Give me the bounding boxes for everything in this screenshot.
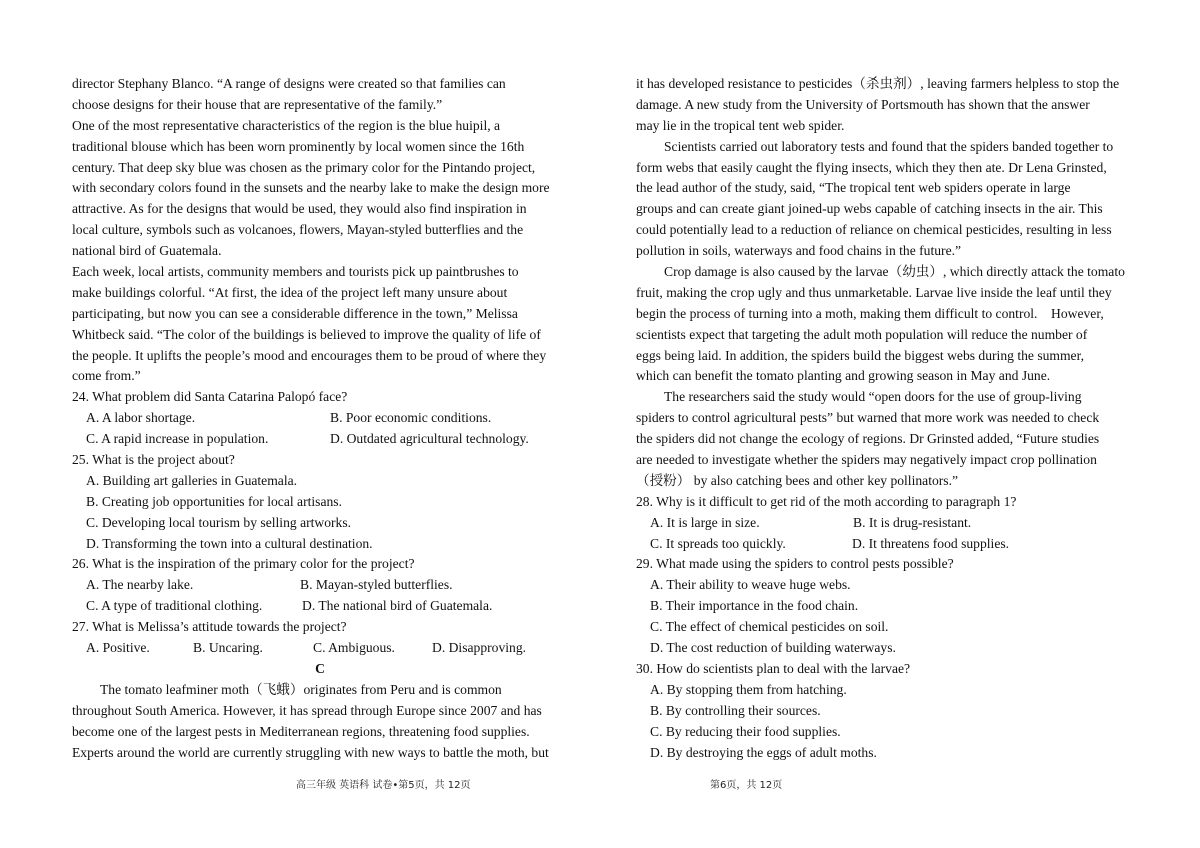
- text-line: the people. It uplifts the people’s mood and encourages them to be proud of where they: [72, 347, 547, 363]
- page-footer-left: 高三年级 英语科 试卷•第5页，共 12页: [296, 780, 471, 791]
- text-line: eggs being laid. In addition, the spiders build the biggest webs during the summer,: [636, 347, 1084, 363]
- text-line: Whitbeck said. “The color of the buildings is believed to improve the quality of life of: [72, 326, 541, 342]
- question-24-stem: 24. What problem did Santa Catarina Palopó face?: [72, 389, 348, 405]
- text-line: it has developed resistance to pesticides（杀虫剂）, leaving farmers helpless to stop the: [636, 76, 1120, 91]
- text-line: begin the process of turning into a moth, making them difficult to control. However,: [636, 305, 1104, 321]
- option-d: D. The national bird of Guatemala.: [302, 598, 493, 614]
- option-a: A. Positive.: [86, 640, 150, 656]
- option-a: A. By stopping them from hatching.: [650, 681, 847, 697]
- option-c: C. The effect of chemical pesticides on soil.: [650, 619, 889, 635]
- text-line: （授粉） by also catching bees and other key pollinators.”: [636, 472, 959, 488]
- text-line: throughout South America. However, it has spread through Europe since 2007 and has: [72, 702, 542, 718]
- page-footer-right: 第6页，共 12页: [710, 780, 783, 791]
- text-line: may lie in the tropical tent web spider.: [636, 117, 845, 133]
- text-line: Scientists carried out laboratory tests and found that the spiders banded together to: [664, 138, 1114, 154]
- text-line: scientists expect that targeting the adult moth population will reduce the number of: [636, 326, 1088, 342]
- option-b: B. By controlling their sources.: [650, 702, 821, 718]
- section-heading: C: [315, 660, 325, 676]
- text-line: Experts around the world are currently struggling with new ways to battle the moth, but: [72, 744, 549, 760]
- question-28-options: [636, 534, 1132, 555]
- text-line: come from.”: [72, 368, 141, 384]
- text-line: spiders to control agricultural pests” but warned that more work was needed to check: [636, 410, 1100, 426]
- option-b: B. Poor economic conditions.: [330, 410, 492, 426]
- option-d: D. Transforming the town into a cultural destination.: [86, 535, 373, 551]
- option-a: A. It is large in size.: [650, 514, 760, 530]
- question-24-options: [72, 408, 568, 429]
- question-29-stem: 29. What made using the spiders to control pests possible?: [636, 556, 954, 572]
- option-c: C. A type of traditional clothing.: [86, 598, 263, 614]
- question-27-options: [72, 638, 568, 659]
- option-d: D. It threatens food supplies.: [852, 535, 1010, 551]
- text-line: groups and can create giant joined-up webs capable of catching insects in the air. This: [636, 201, 1103, 217]
- text-line: attractive. As for the designs that would be used, they would also find inspiration in: [72, 201, 527, 217]
- text-line: fruit, making the crop ugly and thus unmarketable. Larvae live inside the leaf until they: [636, 284, 1112, 300]
- left-column: [72, 74, 568, 763]
- option-c: C. A rapid increase in population.: [86, 431, 269, 447]
- text-line: local culture, symbols such as volcanoes, flowers, Mayan-styled butterflies and the: [72, 222, 524, 238]
- text-line: choose designs for their house that are representative of the family.”: [72, 96, 443, 112]
- option-c: C. Ambiguous.: [313, 640, 395, 656]
- option-c: C. Developing local tourism by selling artworks.: [86, 514, 352, 530]
- question-26-options: [72, 596, 568, 617]
- text-line: The researchers said the study would “open doors for the use of group-living: [664, 389, 1082, 405]
- option-a: A. Their ability to weave huge webs.: [650, 577, 851, 593]
- text-line: form webs that easily caught the flying insects, which they then ate. Dr Lena Grinsted,: [636, 159, 1107, 175]
- text-line: The tomato leafminer moth（飞蛾）originates from Peru and is common: [100, 681, 502, 697]
- text-line: One of the most representative characteristics of the region is the blue huipil, a: [72, 117, 501, 133]
- text-line: the spiders did not change the ecology of regions. Dr Grinsted added, “Future studies: [636, 431, 1100, 447]
- option-a: A. Building art galleries in Guatemala.: [86, 472, 298, 488]
- option-a: A. The nearby lake.: [86, 577, 194, 593]
- question-26-options: [72, 575, 568, 596]
- text-line: director Stephany Blanco. “A range of designs were created so that families can: [72, 76, 506, 91]
- text-line: traditional blouse which has been worn prominently by local women since the 16th: [72, 138, 525, 154]
- text-line: pollution in soils, waterways and food chains in the future.”: [636, 243, 962, 259]
- question-28-stem: 28. Why is it difficult to get rid of the moth according to paragraph 1?: [636, 493, 1017, 509]
- text-line: which can benefit the tomato planting and growing season in May and June.: [636, 368, 1051, 384]
- text-line: century. That deep sky blue was chosen as the primary color for the Pintando project,: [72, 159, 536, 175]
- option-b: B. Mayan-styled butterflies.: [300, 577, 453, 593]
- text-line: make buildings colorful. “At first, the idea of the project left many unsure about: [72, 284, 508, 300]
- option-d: D. Disapproving.: [432, 640, 527, 656]
- option-d: D. The cost reduction of building waterways.: [650, 640, 896, 656]
- question-30-stem: 30. How do scientists plan to deal with the larvae?: [636, 660, 911, 676]
- option-b: B. Their importance in the food chain.: [650, 598, 859, 614]
- option-c: C. It spreads too quickly.: [650, 535, 786, 551]
- text-line: with secondary colors found in the sunsets and the nearby lake to make the design more: [72, 180, 550, 196]
- text-line: could potentially lead to a reduction of reliance on chemical pesticides, resulting in less: [636, 222, 1112, 238]
- text-line: are needed to investigate whether the spiders may negatively impact crop pollination: [636, 452, 1097, 468]
- question-28-options: [636, 513, 1132, 534]
- text-line: become one of the largest pests in Mediterranean regions, threatening food supplies.: [72, 723, 530, 739]
- text-line: Each week, local artists, community members and tourists pick up paintbrushes to: [72, 264, 519, 280]
- question-25-stem: 25. What is the project about?: [72, 452, 235, 468]
- text-line: national bird of Guatemala.: [72, 243, 222, 259]
- option-b: B. Creating job opportunities for local artisans.: [86, 493, 342, 509]
- option-d: D. By destroying the eggs of adult moths.: [650, 744, 877, 760]
- text-line: Crop damage is also caused by the larvae（幼虫）, which directly attack the tomato: [664, 264, 1125, 280]
- question-27-stem: 27. What is Melissa’s attitude towards the project?: [72, 619, 347, 635]
- option-c: C. By reducing their food supplies.: [650, 723, 841, 739]
- question-24-options: [72, 429, 568, 450]
- text-line: damage. A new study from the University of Portsmouth has shown that the answer: [636, 96, 1090, 112]
- option-d: D. Outdated agricultural technology.: [330, 431, 529, 447]
- option-b: B. Uncaring.: [193, 640, 263, 656]
- text-line: participating, but now you can see a considerable difference in the town,” Melissa: [72, 305, 518, 321]
- right-column: [636, 74, 1132, 763]
- text-line: the lead author of the study, said, “The tropical tent web spiders operate in large: [636, 180, 1071, 196]
- question-26-stem: 26. What is the inspiration of the primary color for the project?: [72, 556, 415, 572]
- option-a: A. A labor shortage.: [86, 410, 196, 426]
- option-b: B. It is drug-resistant.: [853, 514, 972, 530]
